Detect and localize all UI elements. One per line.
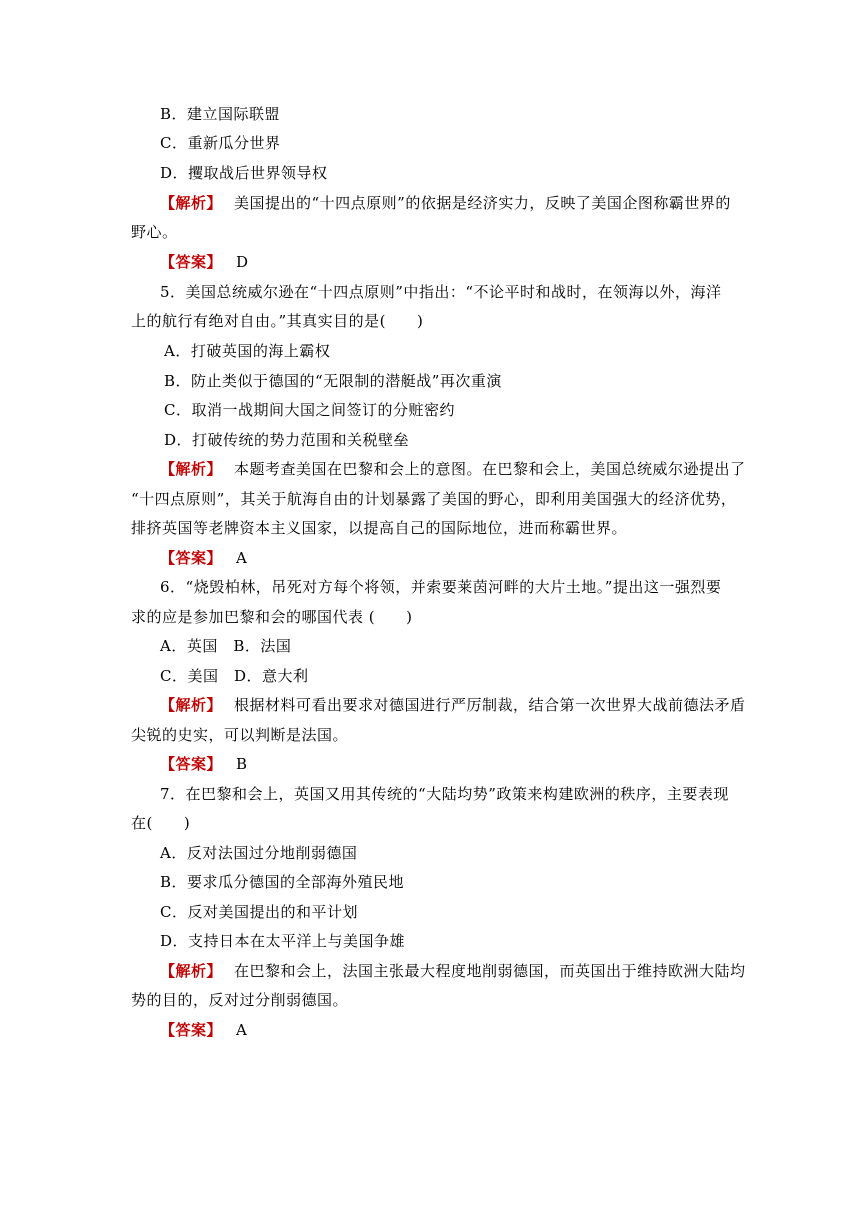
q4-analysis-line-1: [160, 193, 731, 213]
q5-answer: [160, 548, 247, 568]
q6-answer: [160, 754, 248, 774]
q6-options-row-1: A．英国 B．法国: [160, 637, 292, 655]
q4-option-b: B．建立国际联盟: [160, 105, 281, 123]
q5-option-a: A．打破英国的海上霸权: [164, 342, 331, 360]
q6-answer-value: B: [236, 755, 248, 773]
q7-answer: [160, 1020, 247, 1040]
q5-option-d: D．打破传统的势力范围和关税壁垒: [164, 431, 410, 449]
q5-option-b: B．防止类似于德国的“无限制的潜艇战”再次重演: [164, 372, 502, 390]
q7-answer-value: A: [236, 1021, 248, 1039]
q4-answer-value: D: [236, 253, 249, 271]
q4-analysis-line-2: 野心。: [131, 223, 178, 241]
q4-answer-label: 【答案】: [160, 253, 223, 271]
q5-analysis-line-3: 排挤英国等老牌资本主义国家，以提高自己的国际地位，进而称霸世界。: [131, 519, 628, 537]
q4-option-d: D．攫取战后世界领导权: [160, 164, 328, 182]
q7-option-a: A．反对法国过分地削弱德国: [160, 844, 358, 862]
q7-analysis-text-1: 在巴黎和会上，法国主张最大程度地削弱德国，而英国出于维持欧洲大陆均: [234, 962, 746, 980]
q5-answer-value: A: [236, 549, 248, 567]
q5-analysis-label: 【解析】: [160, 460, 223, 478]
q7-analysis-label: 【解析】: [160, 962, 223, 980]
q5-stem-line-1: 5．美国总统威尔逊在“十四点原则”中指出：“不论平时和战时，在领海以外，海洋: [160, 283, 722, 301]
q7-analysis-line-1: [160, 961, 746, 981]
q6-stem-line-2: 求的应是参加巴黎和会的哪国代表 ( ): [131, 608, 413, 626]
q6-analysis-label: 【解析】: [160, 696, 223, 714]
q7-option-d: D．支持日本在太平洋上与美国争雄: [160, 932, 406, 950]
q4-analysis-text-1: 美国提出的“十四点原则”的依据是经济实力，反映了美国企图称霸世界的: [234, 194, 731, 212]
q5-stem-line-2: 上的航行有绝对自由。”其真实目的是( ): [131, 312, 424, 330]
q6-options-row-2: C．美国 D．意大利: [160, 667, 309, 685]
q7-analysis-line-2: 势的目的，反对过分削弱德国。: [131, 991, 349, 1009]
q6-stem-line-1: 6．“烧毁柏林，吊死对方每个将领，并索要莱茵河畔的大片土地。”提出这一强烈要: [160, 578, 722, 596]
q6-analysis-text-1: 根据材料可看出要求对德国进行严厉制裁，结合第一次世界大战前德法矛盾: [234, 696, 746, 714]
q7-option-b: B．要求瓜分德国的全部海外殖民地: [160, 873, 405, 891]
q7-stem-line-2: 在( ): [131, 814, 191, 832]
q6-analysis-line-1: [160, 695, 746, 715]
q5-option-c: C．取消一战期间大国之间签订的分赃密约: [164, 401, 455, 419]
q5-analysis-text-1: 本题考查美国在巴黎和会上的意图。在巴黎和会上，美国总统威尔逊提出了: [234, 460, 746, 478]
q4-analysis-label: 【解析】: [160, 194, 223, 212]
q7-stem-line-1: 7．在巴黎和会上，英国又用其传统的“大陆均势”政策来构建欧洲的秩序，主要表现: [160, 785, 729, 803]
q4-option-c: C．重新瓜分世界: [160, 134, 281, 152]
q7-option-c: C．反对美国提出的和平计划: [160, 903, 358, 921]
q5-analysis-line-2: “十四点原则”，其关于航海自由的计划暴露了美国的野心，即利用美国强大的经济优势，: [131, 490, 737, 508]
q6-answer-label: 【答案】: [160, 755, 223, 773]
q4-answer: [160, 252, 249, 272]
q7-answer-label: 【答案】: [160, 1021, 223, 1039]
q5-analysis-line-1: [160, 459, 746, 479]
q5-answer-label: 【答案】: [160, 549, 223, 567]
q6-analysis-line-2: 尖锐的史实，可以判断是法国。: [131, 726, 349, 744]
